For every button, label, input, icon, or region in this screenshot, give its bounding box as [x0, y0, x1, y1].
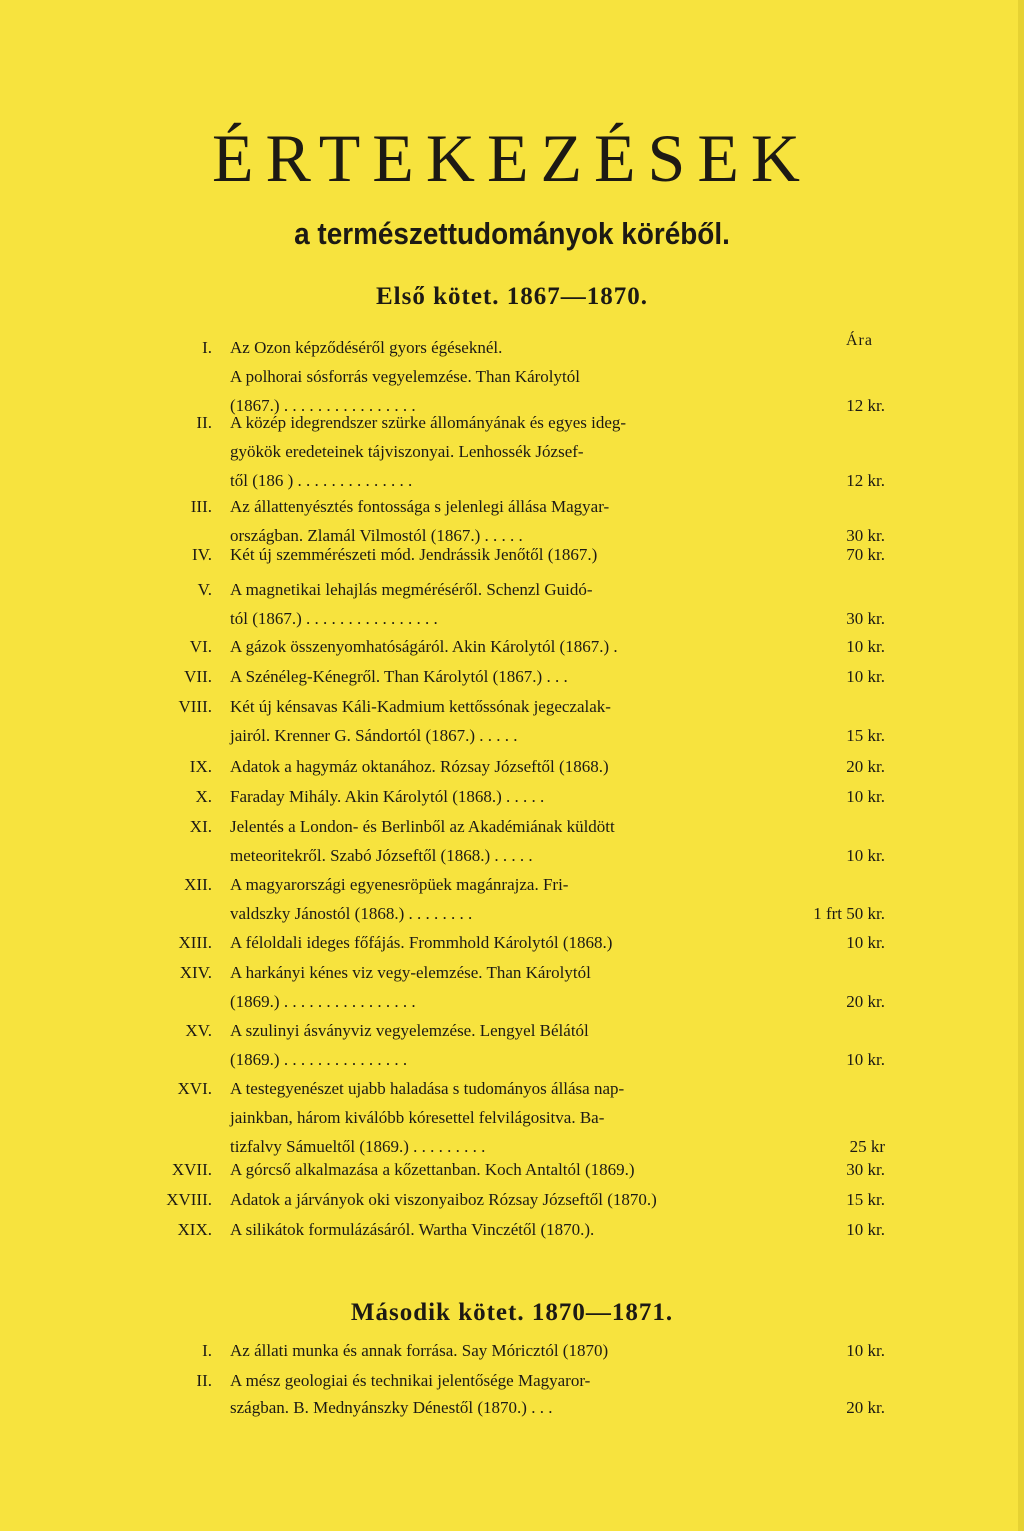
entry-price: 10 kr. [846, 787, 885, 806]
entry-price: 30 kr. [846, 1160, 885, 1179]
entry-text-line: A mész geologiai és technikai jelentősége Magyaror- [230, 1371, 591, 1390]
entry-text-line: A magyarországi egyenesröpüek magánrajza. Fri- [230, 875, 569, 894]
entry-number: XI. [189, 817, 212, 836]
entry-number: IX. [189, 757, 212, 776]
entry-price: 10 kr. [846, 846, 885, 865]
entry-text-line: Adatok a hagymáz oktanához. Rózsay Józseftől (1868.) [230, 757, 609, 776]
page-title: ÉRTEKEZÉSEK [211, 120, 813, 196]
entry-number: XIX. [177, 1220, 212, 1239]
entry-price: 10 kr. [846, 667, 885, 686]
entry-text-line: tól (1867.) . . . . . . . . . . . . . . . . [230, 609, 438, 628]
entry-number: XIII. [178, 933, 212, 952]
entry-price: 70 kr. [846, 545, 885, 564]
volume-2-title: Második kötet. 1870—1871. [350, 1299, 674, 1326]
entry-text-line: gyökök eredeteinek tájviszonyai. Lenhossék József- [230, 442, 584, 461]
entry-price: 1 frt 50 kr. [813, 904, 885, 923]
entry-price: 30 kr. [846, 526, 885, 545]
entry-text-line: től (186 ) . . . . . . . . . . . . . . [230, 471, 413, 490]
price-column-header: Ára [846, 332, 873, 349]
entry-text-line: A górcső alkalmazása a kőzettanban. Koch Antaltól (1869.) [230, 1160, 635, 1179]
entry-text-line: Az Ozon képződéséről gyors égéseknél. [230, 338, 503, 357]
entry-price: 20 kr. [846, 992, 885, 1011]
entry-text-line: (1867.) . . . . . . . . . . . . . . . . [230, 396, 416, 415]
entry-price: 10 kr. [846, 1050, 885, 1069]
entry-text-line: tizfalvy Sámueltől (1869.) . . . . . . . . . [230, 1137, 486, 1156]
entry-number: XV. [185, 1021, 212, 1040]
entry-text-line: (1869.) . . . . . . . . . . . . . . . . [230, 992, 416, 1011]
entry-number: IV. [192, 545, 212, 564]
entry-text-line: A Szénéleg-Kénegről. Than Károlytól (1867.) . . . [230, 667, 568, 686]
entry-number: XVII. [171, 1160, 212, 1179]
entry-text-line: A szulinyi ásványviz vegyelemzése. Lengyel Bélától [230, 1021, 589, 1040]
entry-text-line: A silikátok formulázásáról. Wartha Vinczétől (1870.). [230, 1220, 595, 1239]
entry-number: II. [196, 413, 212, 432]
entry-number: VI. [189, 637, 212, 656]
entry-text-line: valdszky Jánostól (1868.) . . . . . . . . [230, 904, 473, 923]
entry-number: VII. [184, 667, 212, 686]
entry-price: 12 kr. [846, 396, 885, 415]
entry-text-line: A testegyenészet ujabb haladása s tudományos állása nap- [230, 1079, 625, 1098]
entry-price: 10 kr. [846, 637, 885, 656]
entry-number: XVI. [177, 1079, 212, 1098]
entry-text-line: Az állattenyésztés fontossága s jelenlegi állása Magyar- [230, 497, 610, 516]
entry-text-line: A harkányi kénes viz vegy-elemzése. Than Károlytól [230, 963, 591, 982]
entry-number: X. [195, 787, 212, 806]
entry-text-line: A polhorai sósforrás vegyelemzése. Than Károlytól [230, 367, 580, 386]
entry-number: I. [202, 338, 212, 357]
entry-text-line: szágban. B. Mednyánszky Dénestől (1870.) . . . [230, 1398, 553, 1417]
entry-text-line: A gázok összenyomhatóságáról. Akin Károlytól (1867.) . [230, 637, 618, 656]
entry-number: XII. [184, 875, 212, 894]
entry-price: 10 kr. [846, 1220, 885, 1239]
entry-price: 30 kr. [846, 609, 885, 628]
entry-price: 15 kr. [846, 726, 885, 745]
entry-text-line: A féloldali ideges főfájás. Frommhold Károlytól (1868.) [230, 933, 613, 952]
page-subtitle: a természettudományok köréből. [294, 216, 730, 251]
entry-number: VIII. [178, 697, 212, 716]
entry-text-line: A magnetikai lehajlás megméréséről. Schenzl Guidó- [230, 580, 593, 599]
entry-text-line: Jelentés a London- és Berlinből az Akadémiának küldött [230, 817, 615, 836]
entry-text-line: Adatok a járványok oki viszonyaiboz Rózsay Józseftől (1870.) [230, 1190, 657, 1209]
entry-number: I. [202, 1341, 212, 1360]
entry-price: 10 kr. [846, 1341, 885, 1360]
entry-number: V. [197, 580, 212, 599]
entry-number: XVIII. [166, 1190, 212, 1209]
entry-text-line: Faraday Mihály. Akin Károlytól (1868.) . . . . . [230, 787, 545, 806]
entry-text-line: országban. Zlamál Vilmostól (1867.) . . . . . [230, 526, 523, 545]
entry-text-line: A közép idegrendszer szürke állományának és egyes ideg- [230, 413, 627, 432]
entry-number: XIV. [179, 963, 212, 982]
entry-text-line: Az állati munka és annak forrása. Say Móricztól (1870) [230, 1341, 609, 1360]
entry-price: 10 kr. [846, 933, 885, 952]
entry-number: II. [196, 1371, 212, 1390]
entry-price: 15 kr. [846, 1190, 885, 1209]
entry-price: 20 kr. [846, 1398, 885, 1417]
entry-text-line: (1869.) . . . . . . . . . . . . . . . [230, 1050, 408, 1069]
volume-1-title: Első kötet. 1867—1870. [376, 283, 648, 310]
entry-text-line: jairól. Krenner G. Sándortól (1867.) . . . . . [230, 726, 518, 745]
entry-price: 12 kr. [846, 471, 885, 490]
entry-text-line: jainkban, három kiválóbb kóresettel felvilágositva. Ba- [230, 1108, 605, 1127]
entry-text-line: Két új szemmérészeti mód. Jendrássik Jenőtől (1867.) [230, 545, 598, 564]
entry-number: III. [190, 497, 212, 516]
entry-price: 25 kr [849, 1137, 885, 1156]
entry-price: 20 kr. [846, 757, 885, 776]
entry-text-line: meteoritekről. Szabó Józseftől (1868.) . . . . . [230, 846, 533, 865]
entry-text-line: Két új kénsavas Káli-Kadmium kettőssónak jegeczalak- [230, 697, 611, 716]
